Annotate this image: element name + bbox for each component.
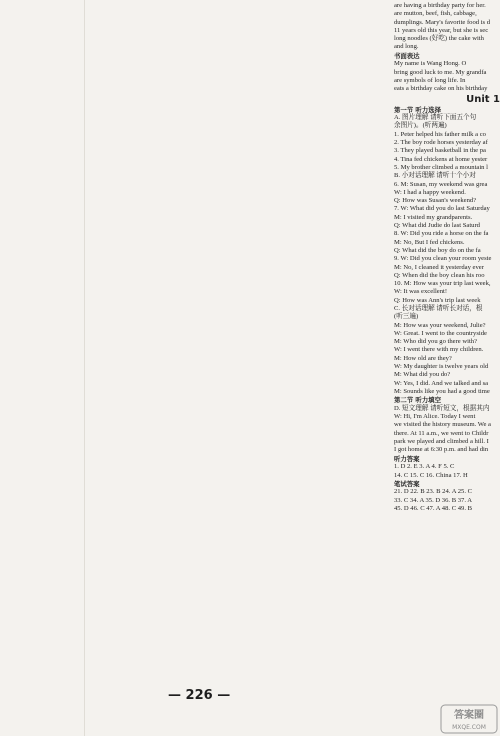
right-text-line: 7. W: What did you do last Saturday <box>394 205 490 213</box>
section-heading: 笔试答案 <box>394 479 420 488</box>
section-heading: 第一节 听力选择 <box>394 105 441 114</box>
right-text-line: D. 短文理解 请听短文，根据其内 <box>394 404 490 412</box>
section-heading: 书面表达 <box>394 51 420 60</box>
right-text-line: W: I went there with my children. <box>394 346 484 354</box>
right-text-line: M: How old are they? <box>394 354 452 362</box>
right-text-line: there. At 11 a.m., we went to Childr <box>394 429 489 437</box>
right-text-line: M: How was your weekend, Julie? <box>394 321 486 329</box>
right-text-line: W: Great. I went to the countryside <box>394 329 487 337</box>
right-text-line: 11 years old this year, but she is sec <box>394 26 489 34</box>
section-heading: 第二节 听力填空 <box>394 396 441 405</box>
column-gutter <box>84 0 85 736</box>
right-text-line: Q: What did the boy do on the fa <box>394 246 481 254</box>
right-text-line: 5. My brother climbed a mountain l <box>394 163 488 171</box>
right-text-line: Q: How was Susan's weekend? <box>394 197 477 205</box>
right-column <box>394 2 500 513</box>
stamp-title: 答案圈 <box>454 710 484 721</box>
right-text-line: dumplings. Mary's favorite food is d <box>394 18 491 26</box>
right-text-line: I got home at 6:30 p.m. and had din <box>394 446 489 454</box>
right-text-line: M: No, I cleaned it yesterday ever <box>394 263 484 271</box>
right-text-line: 1. Peter helped his father milk a co <box>394 130 486 138</box>
right-text-line: we visited the history museum. We a <box>394 421 491 429</box>
right-text-line: C. 长对话理解 请听长对话，根 <box>394 304 483 312</box>
right-text-line: My name is Wang Hong. O <box>394 60 467 68</box>
right-text-line: W: My daughter is twelve years old <box>394 363 489 371</box>
section-heading: Unit 1 <box>466 93 500 105</box>
page-number: — 226 — <box>168 688 231 703</box>
right-text-line: M: I visited my grandparents. <box>394 213 473 221</box>
right-text-line: Q: When did the boy clean his roo <box>394 271 485 279</box>
right-text-line: 10. M: How was your trip last week, <box>394 280 491 288</box>
right-text-line: B. 小对话理解 请听十个小对 <box>394 172 476 180</box>
right-text-line: long noodles (好吃) the cake with <box>394 35 484 43</box>
right-text-line: 2. The boy rode horses yesterday af <box>394 139 488 147</box>
right-text-line: eats a birthday cake on his birthday <box>394 85 488 93</box>
right-text-line: are mutton, beef, fish, cabbage, <box>394 10 477 18</box>
right-text-line: and long. <box>394 43 419 51</box>
right-text-line: (听三遍) <box>394 313 419 321</box>
right-text-line: 1. D 2. E 3. A 4. F 5. C <box>394 463 455 471</box>
right-text-line: W: I had a happy weekend. <box>394 188 466 196</box>
right-text-line: are symbols of long life. In <box>394 76 466 84</box>
section-heading: 听力答案 <box>394 454 420 463</box>
right-text-line: Q: What did Judie do last Saturd <box>394 222 480 230</box>
stamp-url: MXQE.COM <box>452 724 486 731</box>
right-text-line: park we played and climbed a hill. I <box>394 438 489 446</box>
right-text-line: are having a birthday party for her. <box>394 2 486 9</box>
right-text-line: M: Who did you go there with? <box>394 338 478 346</box>
right-text-line: M: What did you do? <box>394 371 451 379</box>
right-text-line: 余图片)。(听两遍) <box>394 122 447 130</box>
right-text-line: 6. M: Susan, my weekend was grea <box>394 180 488 188</box>
right-text-line: 9. W: Did you clean your room yeste <box>394 255 492 263</box>
right-text-line: A. 图片理解 请听下面五个句 <box>394 114 477 122</box>
right-text-line: 4. Tina fed chickens at home yester <box>394 155 488 163</box>
right-text-line: 21. D 22. B 23. B 24. A 25. C <box>394 488 473 496</box>
right-text-line: 45. D 46. C 47. A 48. C 49. B <box>394 505 473 512</box>
right-text-line: 14. C 15. C 16. China 17. H <box>394 471 468 479</box>
right-text-line: W: Hi, I'm Alice. Today I went <box>394 413 476 421</box>
right-text-line: 8. W: Did you ride a horse on the fa <box>394 230 489 238</box>
right-text-line: 3. They played basketball in the pa <box>394 147 486 155</box>
right-text-line: W: It was excellent! <box>394 288 448 296</box>
right-text-line: 33. C 34. A 35. D 36. B 37. A <box>394 496 473 504</box>
right-text-line: M: Sounds like you had a good time <box>394 387 490 395</box>
right-text-line: M: No, But I fed chickens. <box>394 238 465 246</box>
right-text-line: Q: How was Ann's trip last week <box>394 296 481 304</box>
right-text-line: W: Yes, I did. And we talked and sa <box>394 379 489 387</box>
watermark-stamp-icon <box>440 704 498 734</box>
right-text-line: bring good luck to me. My grandfa <box>394 68 487 76</box>
